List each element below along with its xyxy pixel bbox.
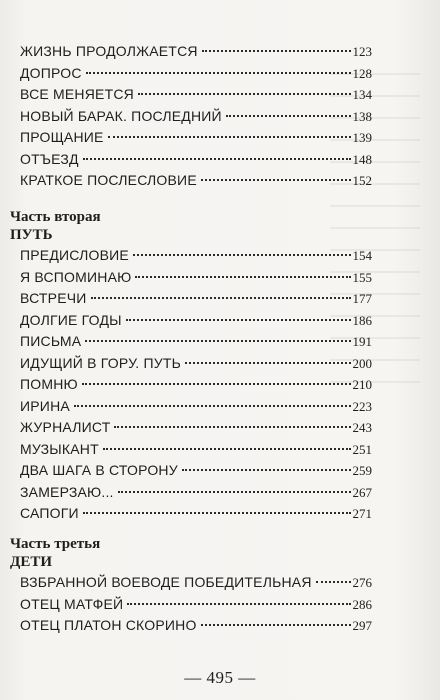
toc-entry-title: ВЗБРАННОЙ ВОЕВОДЕ ПОБЕДИТЕЛЬНАЯ [20,574,312,590]
toc-entry [20,288,372,310]
toc-entry [20,127,372,149]
toc-entry-title: НОВЫЙ БАРАК. ПОСЛЕДНИЙ [20,107,222,124]
toc-entry-page: 139 [352,130,372,145]
toc-entry [20,460,372,482]
toc-entry [20,84,372,106]
toc-entry [20,41,372,63]
toc-part-1-list [20,41,372,192]
toc-leader-dots [91,297,351,299]
toc-leader-dots [83,512,351,514]
toc-entry-page: 191 [352,334,372,349]
toc-entry-page: 155 [352,269,372,285]
toc-entry-title: МУЗЫКАНТ [20,440,99,457]
toc-entry-title: КРАТКОЕ ПОСЛЕСЛОВИЕ [20,172,197,188]
part-2-title: ПУТЬ [10,227,53,243]
toc-entry-title: ИРИНА [20,397,70,414]
toc-leader-dots [138,93,351,95]
toc-entry-page: 154 [352,248,372,263]
toc-entry-page: 148 [352,151,372,167]
toc-leader-dots [182,469,351,471]
toc-leader-dots [103,448,351,450]
toc-leader-dots [118,491,351,493]
toc-entry-title: ЖИЗНЬ ПРОДОЛЖАЕТСЯ [20,43,198,59]
toc-leader-dots [126,319,351,321]
toc-entry-page: 271 [352,506,372,521]
toc-entry-title: ПРОЩАНИЕ [20,129,104,145]
toc-entry-title: ПИСЬМА [20,333,82,349]
toc-entry-title: ОТЪЕЗД [20,150,79,167]
toc-entry-title: ПОМНЮ [20,376,78,392]
toc-leader-dots [135,276,350,278]
toc-entry-title: ВСЕ МЕНЯЕТСЯ [20,86,134,102]
part-3-heading [10,535,430,571]
toc-entry-title: САПОГИ [20,505,79,521]
toc-entry [20,572,372,594]
toc-entry-page: 210 [352,377,372,392]
toc-entry-page: 200 [352,355,372,371]
toc-leader-dots [201,179,351,181]
toc-part-3-list [20,572,372,637]
page-number: — 495 — [184,668,256,687]
toc-entry-page: 152 [352,173,372,188]
toc-entry [20,245,372,267]
toc-entry [20,170,372,192]
toc-entry-page: 138 [352,108,372,124]
toc-entry-page: 128 [352,65,372,81]
toc-leader-dots [85,340,350,342]
toc-leader-dots [127,603,350,605]
toc-entry-title: ДОПРОС [20,64,82,81]
toc-entry-title: ОТЕЦ МАТФЕЙ [20,595,124,612]
toc-entry [20,594,372,616]
toc-part-2-list [20,245,372,525]
toc-leader-dots [86,72,351,74]
toc-entry [20,396,372,418]
toc-entry [20,267,372,289]
toc-entry-page: 223 [352,398,372,414]
toc-entry-title: ИДУЩИЙ В ГОРУ. ПУТЬ [20,354,181,371]
toc-leader-dots [226,115,351,117]
toc-leader-dots [108,136,351,138]
toc-entry [20,615,372,637]
toc-entry-page: 267 [352,484,372,500]
toc-entry [20,482,372,504]
toc-entry-title: ЗАМЕРЗАЮ... [20,483,114,500]
toc-entry-title: ВСТРЕЧИ [20,290,87,306]
part-3-title: ДЕТИ [10,554,52,570]
toc-leader-dots [114,426,350,428]
toc-leader-dots [185,362,351,364]
toc-entry [20,353,372,375]
toc-entry [20,106,372,128]
toc-leader-dots [201,624,351,626]
toc-leader-dots [133,254,351,256]
toc-entry [20,417,372,439]
toc-entry-title: ЖУРНАЛИСТ [20,419,111,435]
toc-entry-page: 297 [352,618,372,633]
toc-entry-title: ДВА ШАГА В СТОРОНУ [20,462,178,478]
toc-entry-page: 134 [352,87,372,102]
toc-leader-dots [82,383,351,385]
toc-entry-page: 186 [352,312,372,328]
toc-leader-dots [74,405,351,407]
toc-entry-title: ПРЕДИСЛОВИЕ [20,247,129,263]
toc-entry [20,310,372,332]
part-2-kicker: Часть вторая [10,209,101,225]
toc-entry-page: 259 [352,463,372,478]
toc-entry [20,149,372,171]
toc-entry-page: 276 [352,575,372,590]
toc-entry-page: 123 [352,44,372,59]
toc-entry [20,374,372,396]
toc-entry-page: 286 [352,596,372,612]
toc-leader-dots [202,50,351,52]
toc-entry-title: Я ВСПОМИНАЮ [20,268,132,285]
toc-entry [20,331,372,353]
part-2-heading [10,208,430,244]
toc-entry-page: 177 [352,291,372,306]
toc-entry [20,63,372,85]
toc-entry [20,503,372,525]
toc-entry-title: ДОЛГИЕ ГОДЫ [20,311,122,328]
toc-leader-dots [83,158,351,160]
toc-entry [20,439,372,461]
toc-entry-page: 251 [352,441,372,457]
part-3-kicker: Часть третья [10,536,101,552]
toc-leader-dots [316,581,351,583]
toc-entry-page: 243 [352,420,372,435]
toc-entry-title: ОТЕЦ ПЛАТОН СКОРИНО [20,617,197,633]
